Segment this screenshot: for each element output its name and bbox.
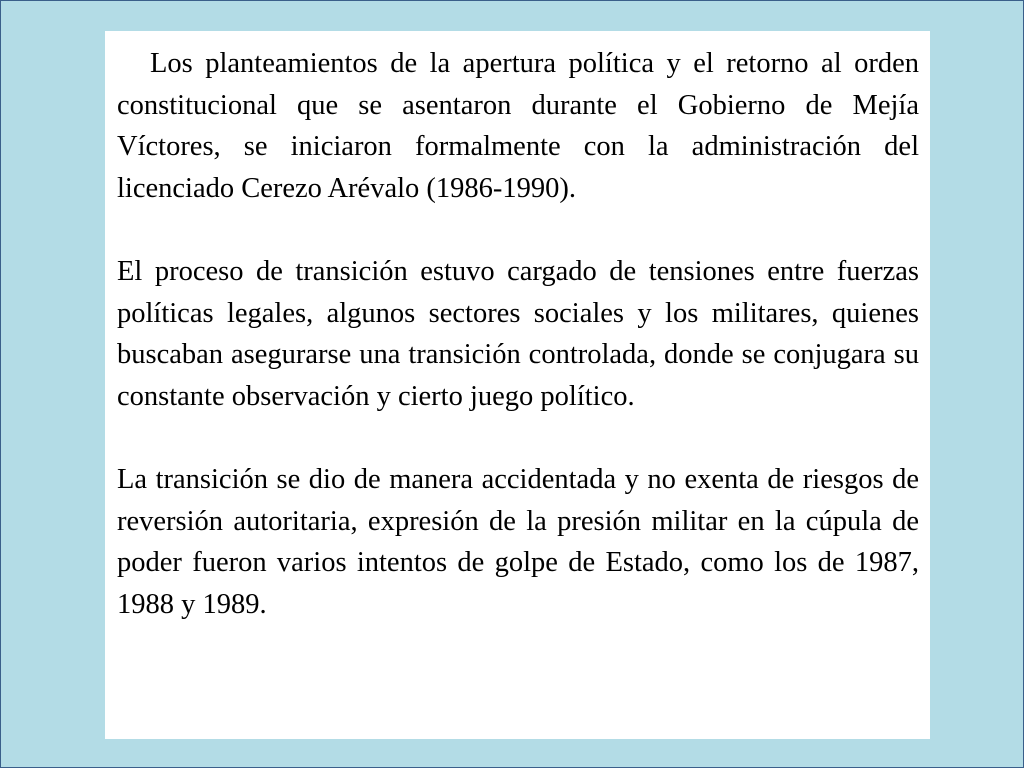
paragraph-spacer (117, 417, 919, 459)
paragraph-transicion-accidentada: La transición se dio de manera accidentada y no exenta de riesgos de reversión autoritaria, expresión de la presión militar en la cúpula de poder fueron varios intentos de golpe de Estado, como los de 1987, 1988 y 1989. (117, 463, 919, 620)
paragraph-apertura-politica: Los planteamientos de la apertura política y el retorno al orden constitucional que se asentaron durante el Gobierno de Mejía Víctores, se iniciaron formalmente con la administración del licenciado Cerezo Arévalo (1986-1990). (117, 48, 919, 204)
paragraph-spacer (117, 209, 919, 251)
paragraph-proceso-transicion: El proceso de transición estuvo cargado de tensiones entre fuerzas políticas legales, algunos sectores sociales y los militares, quienes buscaban asegurarse una transición controlada, donde se conjugara su constante observación y cierto juego político. (117, 255, 919, 412)
text-card (105, 31, 930, 739)
